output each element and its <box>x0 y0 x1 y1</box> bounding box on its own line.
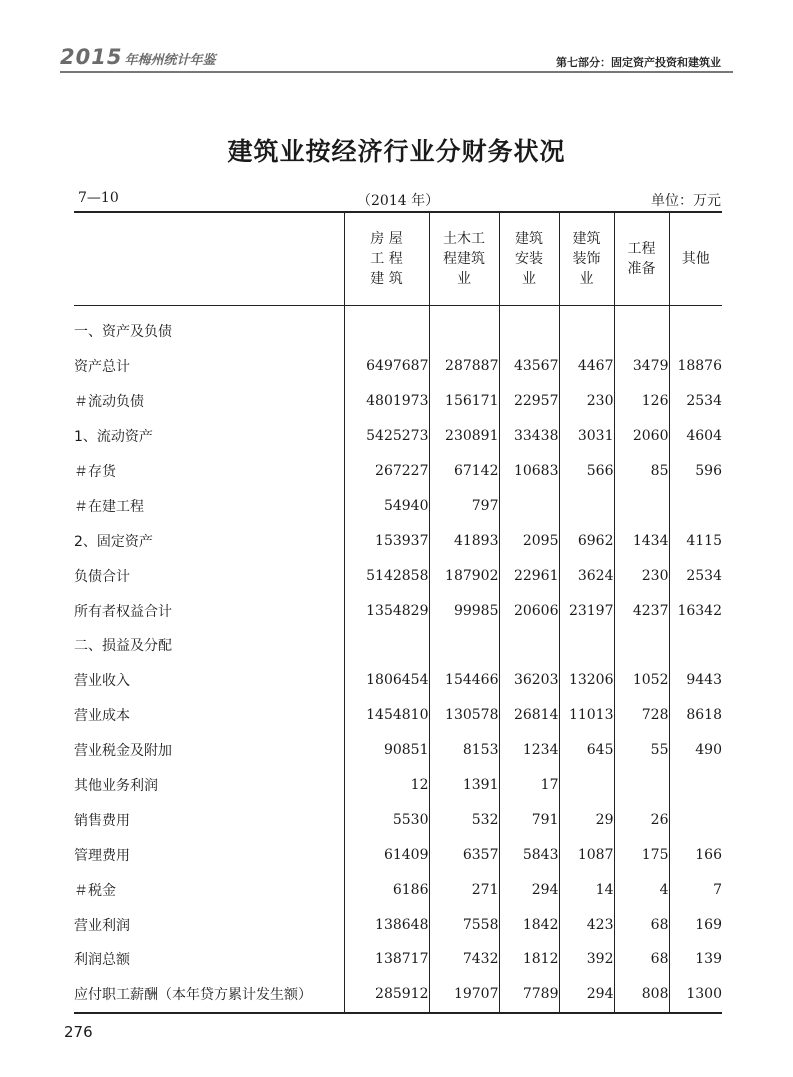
row-label: 营业税金及附加 <box>74 743 172 760</box>
table-cell: 16342 <box>669 593 722 628</box>
table-cell <box>614 768 669 803</box>
table-cell: 68 <box>614 942 669 977</box>
table-cell: 392 <box>559 942 614 977</box>
table-cell: 3624 <box>559 558 614 593</box>
yearbook-logo <box>60 44 215 70</box>
col-header-line: 程建筑 <box>443 251 485 267</box>
page-title: 建筑业按经济行业分财务状况 <box>227 137 566 166</box>
table-cell: 285912 <box>344 977 429 1013</box>
table-cell: 138717 <box>344 942 429 977</box>
table-cell: 14 <box>559 872 614 907</box>
table-row <box>74 802 722 837</box>
table-cell <box>559 488 614 523</box>
table-cell: 61409 <box>344 837 429 872</box>
row-label: ＃存货 <box>74 464 116 480</box>
row-label: 二、损益及分配 <box>74 638 172 655</box>
table-cell: 1806454 <box>344 663 429 698</box>
row-label: ＃流动负债 <box>74 394 144 411</box>
table-cell <box>499 628 559 663</box>
table-cell <box>614 628 669 663</box>
table-cell: 23197 <box>559 593 614 628</box>
table-cell: 5142858 <box>344 558 429 593</box>
table-cell: 26 <box>614 802 669 837</box>
col-header-installation <box>499 212 559 306</box>
table-cell: 287887 <box>429 349 499 384</box>
col-header-decoration <box>559 212 614 306</box>
row-label: 所有者权益合计 <box>74 603 172 620</box>
table-cell: 166 <box>669 837 722 872</box>
table-cell: 230 <box>559 384 614 419</box>
table-code: 7—10 <box>78 190 119 206</box>
col-header-line: 房 屋 <box>370 231 403 247</box>
table-row <box>74 384 722 419</box>
table-cell: 2095 <box>499 523 559 558</box>
table-cell: 566 <box>559 454 614 489</box>
table-row <box>74 488 722 523</box>
table-cell: 55 <box>614 733 669 768</box>
table-year: （2014 年） <box>357 193 440 209</box>
table-cell: 1087 <box>559 837 614 872</box>
table-cell: 11013 <box>559 698 614 733</box>
table-cell: 267227 <box>344 454 429 489</box>
col-header-housing <box>344 212 429 306</box>
table-cell: 156171 <box>429 384 499 419</box>
table-cell: 1842 <box>499 907 559 942</box>
table-cell: 138648 <box>344 907 429 942</box>
table-row <box>74 942 722 977</box>
table-cell: 17 <box>499 768 559 803</box>
table-cell <box>614 306 669 349</box>
row-label: 资产总计 <box>74 359 130 376</box>
table-cell: 6962 <box>559 523 614 558</box>
table-cell: 19707 <box>429 977 499 1013</box>
row-label: ＃在建工程 <box>74 498 144 515</box>
table-cell: 3031 <box>559 419 614 454</box>
col-header-line: 工程 <box>627 241 656 257</box>
header-rule <box>60 71 733 73</box>
table-cell: 20606 <box>499 593 559 628</box>
table-cell <box>429 628 499 663</box>
table-cell: 187902 <box>429 558 499 593</box>
table-cell: 154466 <box>429 663 499 698</box>
yearbook-year: 2015 <box>60 45 123 69</box>
table-cell <box>559 768 614 803</box>
table-cell: 99985 <box>429 593 499 628</box>
table-cell: 7 <box>669 872 722 907</box>
table-cell: 808 <box>614 977 669 1013</box>
table-row <box>74 768 722 803</box>
col-header-civil <box>429 212 499 306</box>
table-cell: 1391 <box>429 768 499 803</box>
table-cell: 33438 <box>499 419 559 454</box>
col-header-line: 建筑 <box>572 231 601 247</box>
table-cell: 2060 <box>614 419 669 454</box>
col-header-line: 准备 <box>627 261 656 277</box>
table-cell <box>669 306 722 349</box>
section-title: 第七部分：固定资产投资和建筑业 <box>556 56 721 69</box>
col-header-line: 业 <box>522 271 536 287</box>
table-cell <box>499 306 559 349</box>
table-cell: 54940 <box>344 488 429 523</box>
table-row <box>74 419 722 454</box>
col-header-line: 土木工 <box>443 231 485 247</box>
table-cell <box>344 628 429 663</box>
table-cell: 12 <box>344 768 429 803</box>
table-cell: 7432 <box>429 942 499 977</box>
table-cell: 230891 <box>429 419 499 454</box>
table-cell: 1354829 <box>344 593 429 628</box>
table-cell: 532 <box>429 802 499 837</box>
col-header-line: 装饰 <box>572 251 601 267</box>
row-label: 应付职工薪酬（本年贷方累计发生额） <box>74 977 344 1013</box>
header-blank <box>74 212 344 306</box>
table-cell <box>669 488 722 523</box>
table-cell <box>499 488 559 523</box>
table-cell: 68 <box>614 907 669 942</box>
table-row <box>74 907 722 942</box>
table-row <box>74 733 722 768</box>
table-cell: 230 <box>614 558 669 593</box>
row-label: 营业收入 <box>74 673 130 690</box>
table-cell: 126 <box>614 384 669 419</box>
row-label: 销售费用 <box>74 812 130 829</box>
col-header-line: 工 程 <box>370 251 403 267</box>
table-cell: 294 <box>559 977 614 1013</box>
table-row <box>74 698 722 733</box>
row-label: 利润总额 <box>74 952 130 969</box>
table-cell: 6497687 <box>344 349 429 384</box>
table-cell: 596 <box>669 454 722 489</box>
table-cell <box>344 306 429 349</box>
table-cell: 169 <box>669 907 722 942</box>
table-cell: 6186 <box>344 872 429 907</box>
table-row <box>74 523 722 558</box>
table-cell: 728 <box>614 698 669 733</box>
col-header-line: 安装 <box>515 251 543 267</box>
page-number: 276 <box>64 1023 93 1041</box>
table-row <box>74 306 722 349</box>
table-cell: 4604 <box>669 419 722 454</box>
table-cell <box>669 802 722 837</box>
table-cell: 4467 <box>559 349 614 384</box>
table-cell: 490 <box>669 733 722 768</box>
table-cell: 2534 <box>669 558 722 593</box>
table-cell <box>559 306 614 349</box>
table-cell: 4801973 <box>344 384 429 419</box>
row-label: ＃税金 <box>74 882 116 899</box>
row-label: 2、固定资产 <box>74 533 153 550</box>
table-cell: 645 <box>559 733 614 768</box>
row-label: 负债合计 <box>74 568 130 585</box>
table-cell: 8153 <box>429 733 499 768</box>
table-cell: 85 <box>614 454 669 489</box>
table-row <box>74 558 722 593</box>
table-cell: 130578 <box>429 698 499 733</box>
table-cell: 4237 <box>614 593 669 628</box>
row-label: 管理费用 <box>74 847 130 864</box>
table-cell: 791 <box>499 802 559 837</box>
table-cell: 423 <box>559 907 614 942</box>
yearbook-name: 年梅州统计年鉴 <box>124 53 216 68</box>
row-label: 营业成本 <box>74 708 130 725</box>
table-cell: 1234 <box>499 733 559 768</box>
col-header-other <box>669 212 722 306</box>
table-cell <box>559 628 614 663</box>
row-label: 一、资产及负债 <box>74 324 172 341</box>
table-cell: 1434 <box>614 523 669 558</box>
table-row <box>74 977 722 1013</box>
table-cell: 1454810 <box>344 698 429 733</box>
row-label: 1、流动资产 <box>74 429 153 446</box>
table-cell: 5530 <box>344 802 429 837</box>
table-row <box>74 663 722 698</box>
table-row <box>74 872 722 907</box>
table-cell: 294 <box>499 872 559 907</box>
table-cell: 1300 <box>669 977 722 1013</box>
row-label: 其他业务利润 <box>74 778 158 795</box>
table-cell: 9443 <box>669 663 722 698</box>
table-cell: 7558 <box>429 907 499 942</box>
table-cell: 67142 <box>429 454 499 489</box>
table-cell: 13206 <box>559 663 614 698</box>
table-cell <box>669 628 722 663</box>
table-cell: 3479 <box>614 349 669 384</box>
table-header-row <box>74 212 722 306</box>
table-cell: 18876 <box>669 349 722 384</box>
table-unit: 单位：万元 <box>651 193 721 209</box>
table-cell: 10683 <box>499 454 559 489</box>
financial-table <box>74 211 722 1014</box>
col-header-line: 业 <box>579 271 594 287</box>
table-cell: 797 <box>429 488 499 523</box>
table-row <box>74 349 722 384</box>
table-cell <box>669 768 722 803</box>
col-header-preparation <box>614 212 669 306</box>
table-cell: 36203 <box>499 663 559 698</box>
table-cell: 5425273 <box>344 419 429 454</box>
table-row <box>74 837 722 872</box>
table-cell: 90851 <box>344 733 429 768</box>
table-cell: 1812 <box>499 942 559 977</box>
table-cell: 22961 <box>499 558 559 593</box>
table-cell: 139 <box>669 942 722 977</box>
table-row <box>74 454 722 489</box>
table-row <box>74 593 722 628</box>
table-cell: 2534 <box>669 384 722 419</box>
table-cell: 271 <box>429 872 499 907</box>
table-cell: 43567 <box>499 349 559 384</box>
table-cell: 1052 <box>614 663 669 698</box>
table-row <box>74 628 722 663</box>
table-cell: 41893 <box>429 523 499 558</box>
table-cell: 5843 <box>499 837 559 872</box>
table-cell <box>429 306 499 349</box>
table-cell: 4115 <box>669 523 722 558</box>
table-cell: 175 <box>614 837 669 872</box>
col-header-line: 业 <box>457 271 471 287</box>
table-cell <box>614 488 669 523</box>
col-header-line: 其他 <box>681 251 710 267</box>
table-cell: 29 <box>559 802 614 837</box>
table-cell: 4 <box>614 872 669 907</box>
col-header-line: 建筑 <box>515 231 543 247</box>
row-label: 营业利润 <box>74 917 130 934</box>
table-cell: 7789 <box>499 977 559 1013</box>
table-cell: 8618 <box>669 698 722 733</box>
col-header-line: 建 筑 <box>370 271 403 287</box>
table-cell: 153937 <box>344 523 429 558</box>
table-cell: 26814 <box>499 698 559 733</box>
table-cell: 22957 <box>499 384 559 419</box>
table-cell: 6357 <box>429 837 499 872</box>
